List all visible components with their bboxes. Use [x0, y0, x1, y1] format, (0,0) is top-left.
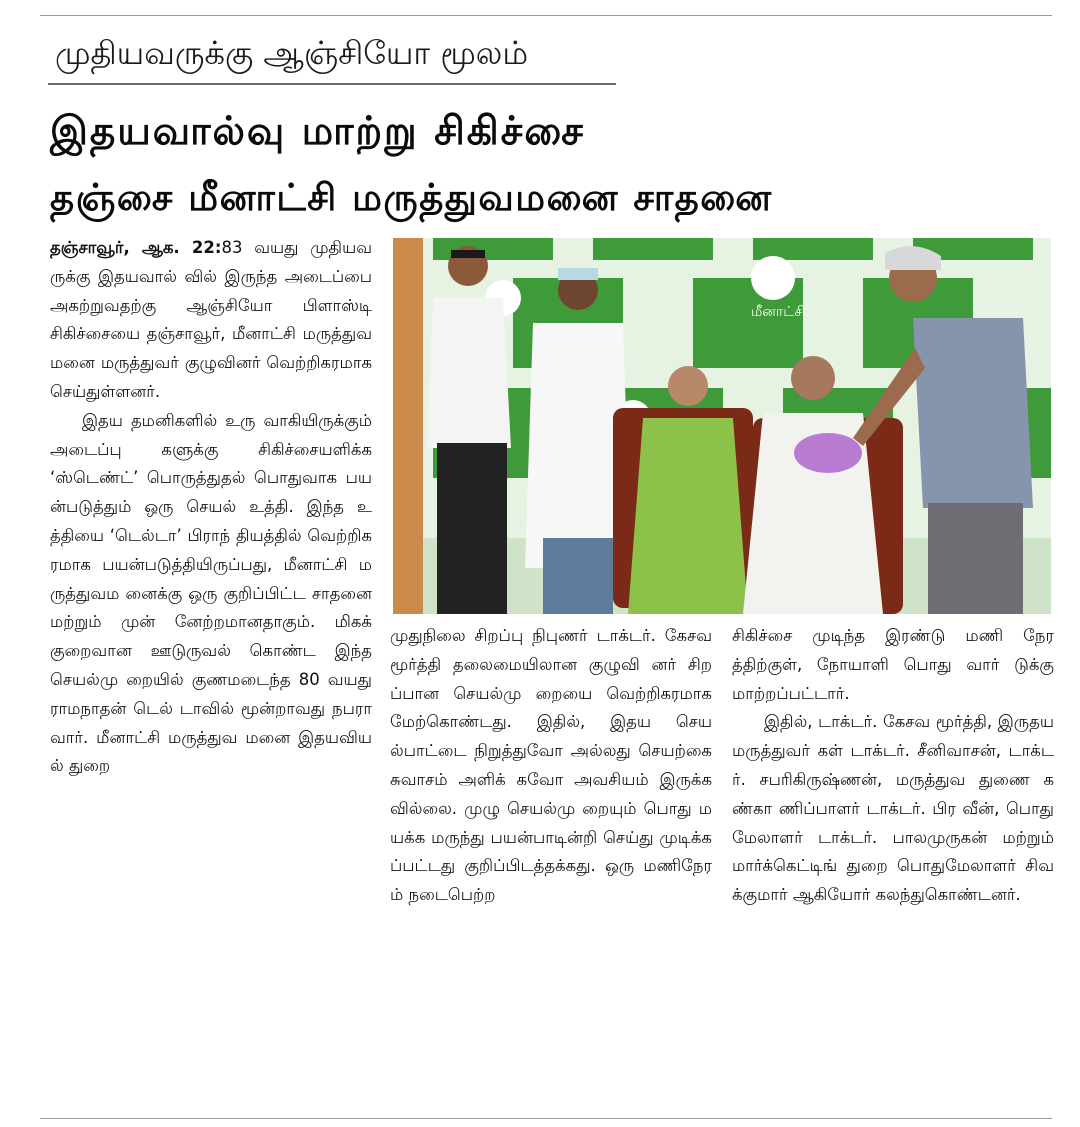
backdrop-brand-text: மீனாட்சி — [751, 304, 806, 320]
paragraph-2: இதய தமனிகளில் உரு வாகியிருக்கும் அடைப்பு களுக்கு சிகிச்சையளிக்க ‘ஸ்டெண்ட்’ பொருத்துதல் பொதுவாக பயன்படுத்தும் ஒரு செயல் உத்தி. இந்த உத்தியை ‘டெல்டா’ பிராந் தியத்தில் வெற்றிகரமாக பயன்படுத்தியிருப்பது, மீனாட்சி மருத்துவம னைக்கு ஒரு குறிப்பிட்ட சாதனை மற்றும் முன் னேற்றமானதாகும். மிகக் குறைவான ஊடுருவல் கொண்ட இந்த செயல்மு றையில் குணமடைந்த 80 வயது ராமநாதன் டெல் டாவில் மூன்றாவது நபரா வார். மீனாட்சி மருத்துவ மனை இதயவியல் துறை — [50, 410, 372, 776]
news-photo — [393, 238, 1051, 614]
kicker-underline — [48, 83, 616, 85]
bottom-rule — [40, 1118, 1052, 1119]
headline-line-2: தஞ்சை மீனாட்சி மருத்துவமனை சாதனை — [50, 176, 773, 219]
paragraph-1-text: 83 வயது முதியவருக்கு இதயவால் வில் இருந்த அடைப்பை அகற்றுவதற்கு ஆஞ்சியோ பிளாஸ்டி சிகிச்சையை தஞ்சாவூர், மீனாட்சி மருத்துவமனை மருத்துவர் குழுவினர் வெற்றிகரமாக செய்துள்ளனர். — [50, 238, 373, 401]
photo-wall-left — [393, 238, 423, 614]
paragraph-5: இதில், டாக்டர். கேசவ மூர்த்தி, இருதய மருத்துவர் கள் டாக்டர். சீனிவாசன், டாக்டர். சபரிகிருஷ்ணன், மருத்துவ துணை கண்கா ணிப்பாளர் டாக்டர். பிர வீன், பொது மேலாளர் டாக்டர். பாலமுருகன் மற்றும் மார்க்கெட்டிங் துறை பொதுமேலாளர் சிவக்குமார் ஆகியோர் கலந்துகொண்டனர். — [732, 712, 1054, 905]
article-column-1 — [50, 234, 372, 781]
article-column-3 — [732, 622, 1054, 910]
photo-illustration — [393, 238, 1051, 614]
paragraph-1 — [50, 234, 372, 407]
headline-line-1: இதயவால்வு மாற்று சிகிச்சை — [50, 109, 585, 154]
person-left-standing — [427, 246, 511, 614]
article-column-2 — [390, 622, 712, 910]
paragraph-3: முதுநிலை சிறப்பு நிபுணர் டாக்டர். கேசவமூர்த்தி தலைமையிலான குழுவி னர் சிறப்பான செயல்மு றையை வெற்றிகரமாக மேற்கொண்டது. இதில், இதய செயல்பாட்டை நிறுத்துவோ அல்லது செயற்கை சுவாசம் அளிக் கவோ அவசியம் இருக்க வில்லை. முழு செயல்மு றையும் பொது மயக்க மருந்து பயன்பாடின்றி செய்து முடிக்கப்பட்டது குறிப்பிடத்தக்கது. ஒரு மணிநேரம் நடைபெற்ற — [390, 626, 712, 905]
paragraph-4: சிகிச்சை முடிந்த இரண்டு மணி நேரத்திற்குள், நோயாளி பொது வார் டுக்கு மாற்றப்பட்டார். — [732, 626, 1054, 703]
dateline: தஞ்சாவூர், ஆக. 22: — [50, 238, 222, 257]
kicker-subheading: முதியவருக்கு ஆஞ்சியோ மூலம் — [55, 34, 529, 72]
top-rule — [40, 15, 1052, 16]
